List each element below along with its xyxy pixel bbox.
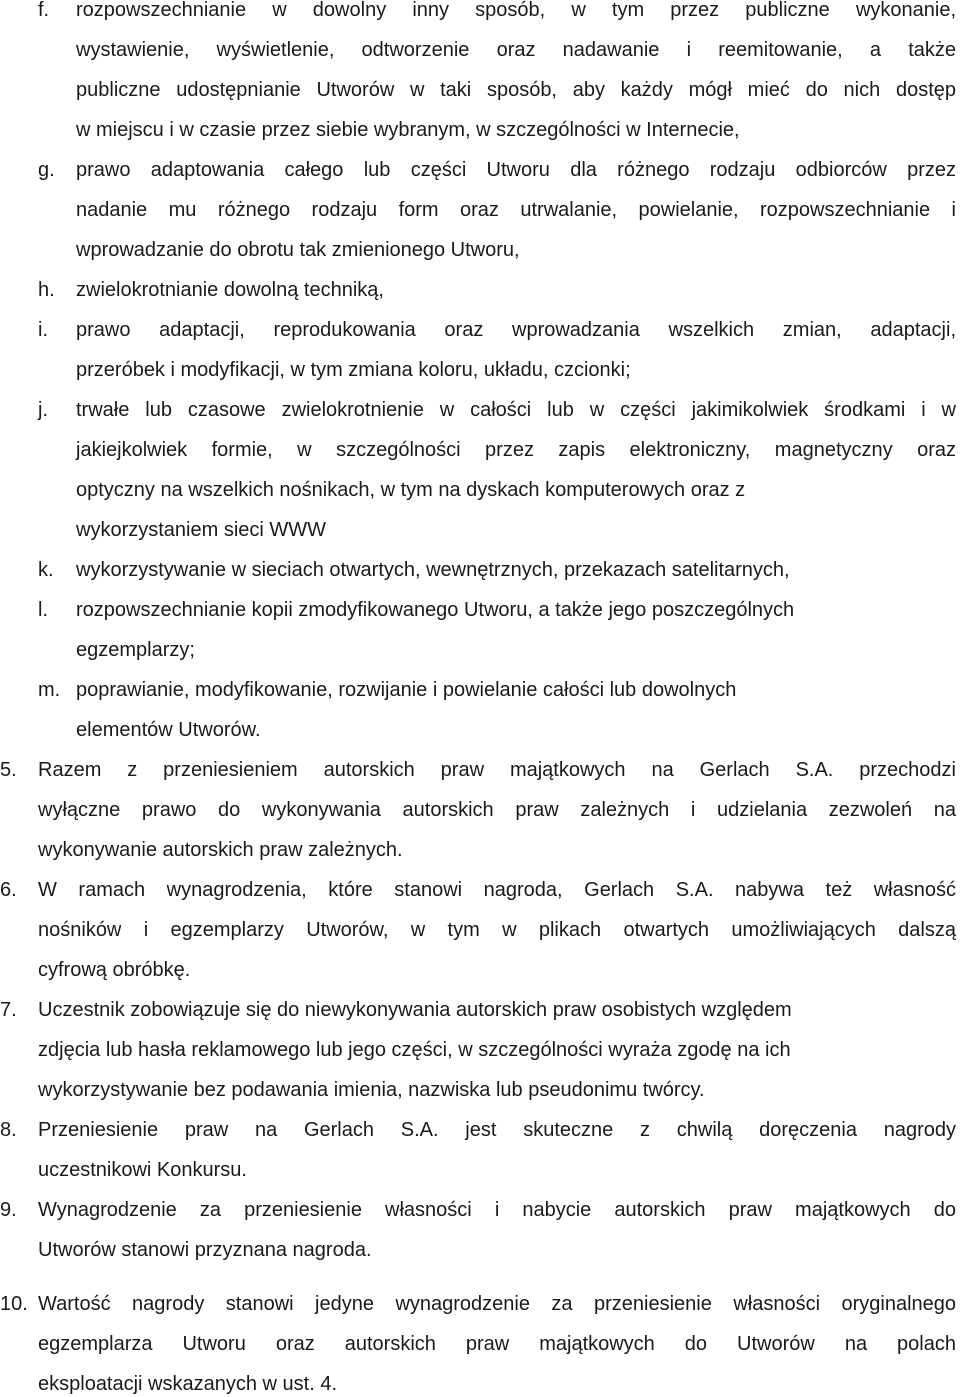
paragraph-line: Przeniesienie praw na Gerlach S.A. jest skuteczne z chwilą doręczenia nagrody bbox=[38, 1119, 956, 1141]
list-marker: 8. bbox=[0, 1119, 17, 1141]
paragraph-line: prawo adaptowania całego lub części Utworu dla różnego rodzaju odbiorców przez bbox=[76, 159, 956, 181]
paragraph-line: Wartość nagrody stanowi jedyne wynagrodzenie za przeniesienie własności oryginalnego bbox=[38, 1293, 956, 1315]
paragraph-line: Razem z przeniesieniem autorskich praw majątkowych na Gerlach S.A. przechodzi bbox=[38, 759, 956, 781]
list-marker: m. bbox=[38, 679, 61, 701]
paragraph-line: cyfrową obróbkę. bbox=[38, 959, 191, 981]
paragraph-line: Wynagrodzenie za przeniesienie własności i nabycie autorskich praw majątkowych do bbox=[38, 1199, 956, 1221]
paragraph-line: w miejscu i w czasie przez siebie wybranym, w szczególności w Internecie, bbox=[76, 119, 740, 141]
paragraph-line: nośników i egzemplarzy Utworów, w tym w plikach otwartych umożliwiających dalszą bbox=[38, 919, 956, 941]
paragraph-line: trwałe lub czasowe zwielokrotnienie w całości lub w części jakimikolwiek środkami i w bbox=[76, 399, 956, 421]
paragraph-line: zdjęcia lub hasła reklamowego lub jego części, w szczególności wyraża zgodę na ich bbox=[38, 1039, 791, 1061]
paragraph-line: wykorzystywanie w sieciach otwartych, wewnętrznych, przekazach satelitarnych, bbox=[76, 559, 790, 581]
paragraph-line: zwielokrotnianie dowolną techniką, bbox=[76, 279, 384, 301]
paragraph-line: wykonywanie autorskich praw zależnych. bbox=[38, 839, 403, 861]
paragraph-line: jakiejkolwiek formie, w szczególności przez zapis elektroniczny, magnetyczny oraz bbox=[76, 439, 956, 461]
paragraph-line: przeróbek i modyfikacji, w tym zmiana koloru, układu, czcionki; bbox=[76, 359, 631, 381]
list-marker: f. bbox=[38, 0, 50, 21]
paragraph-line: Uczestnik zobowiązuje się do niewykonywania autorskich praw osobistych względem bbox=[38, 999, 792, 1021]
list-marker: h. bbox=[38, 279, 55, 301]
paragraph-line: optyczny na wszelkich nośnikach, w tym na dyskach komputerowych oraz z bbox=[76, 479, 746, 501]
paragraph-line: nadanie mu różnego rodzaju form oraz utrwalanie, powielanie, rozpowszechnianie i bbox=[76, 199, 956, 221]
list-marker: 7. bbox=[0, 999, 17, 1021]
paragraph-line: egzemplarzy; bbox=[76, 639, 195, 661]
list-marker: i. bbox=[38, 319, 48, 341]
paragraph-line: wprowadzanie do obrotu tak zmienionego Utworu, bbox=[76, 239, 520, 261]
list-marker: j. bbox=[38, 399, 48, 421]
paragraph-line: poprawianie, modyfikowanie, rozwijanie i powielanie całości lub dowolnych bbox=[76, 679, 737, 701]
list-marker: g. bbox=[38, 159, 55, 181]
paragraph-line: wystawienie, wyświetlenie, odtworzenie oraz nadawanie i reemitowanie, a także bbox=[76, 39, 956, 61]
paragraph-line: prawo adaptacji, reprodukowania oraz wprowadzania wszelkich zmian, adaptacji, bbox=[76, 319, 956, 341]
paragraph-line: publiczne udostępnianie Utworów w taki sposób, aby każdy mógł mieć do nich dostęp bbox=[76, 79, 956, 101]
paragraph-line: rozpowszechnianie kopii zmodyfikowanego Utworu, a także jego poszczególnych bbox=[76, 599, 795, 621]
paragraph-line: uczestnikowi Konkursu. bbox=[38, 1159, 247, 1181]
list-marker: k. bbox=[38, 559, 54, 581]
paragraph-line: wykorzystaniem sieci WWW bbox=[76, 519, 327, 541]
list-marker: 5. bbox=[0, 759, 17, 781]
list-marker: 6. bbox=[0, 879, 17, 901]
paragraph-line: Utworów stanowi przyznana nagroda. bbox=[38, 1239, 372, 1261]
paragraph-line: eksploatacji wskazanych w ust. 4. bbox=[38, 1373, 338, 1395]
paragraph-line: elementów Utworów. bbox=[76, 719, 261, 741]
paragraph-line: egzemplarza Utworu oraz autorskich praw majątkowych do Utworów na polach bbox=[38, 1333, 956, 1355]
list-marker: 10. bbox=[0, 1293, 28, 1315]
paragraph-line: rozpowszechnianie w dowolny inny sposób, w tym przez publiczne wykonanie, bbox=[76, 0, 956, 21]
list-marker: 9. bbox=[0, 1199, 17, 1221]
paragraph-line: wyłączne prawo do wykonywania autorskich praw zależnych i udzielania zezwoleń na bbox=[38, 799, 956, 821]
paragraph-line: wykorzystywanie bez podawania imienia, nazwiska lub pseudonimu twórcy. bbox=[38, 1079, 705, 1101]
list-marker: l. bbox=[38, 599, 48, 621]
paragraph-line: W ramach wynagrodzenia, które stanowi nagroda, Gerlach S.A. nabywa też własność bbox=[38, 879, 956, 901]
